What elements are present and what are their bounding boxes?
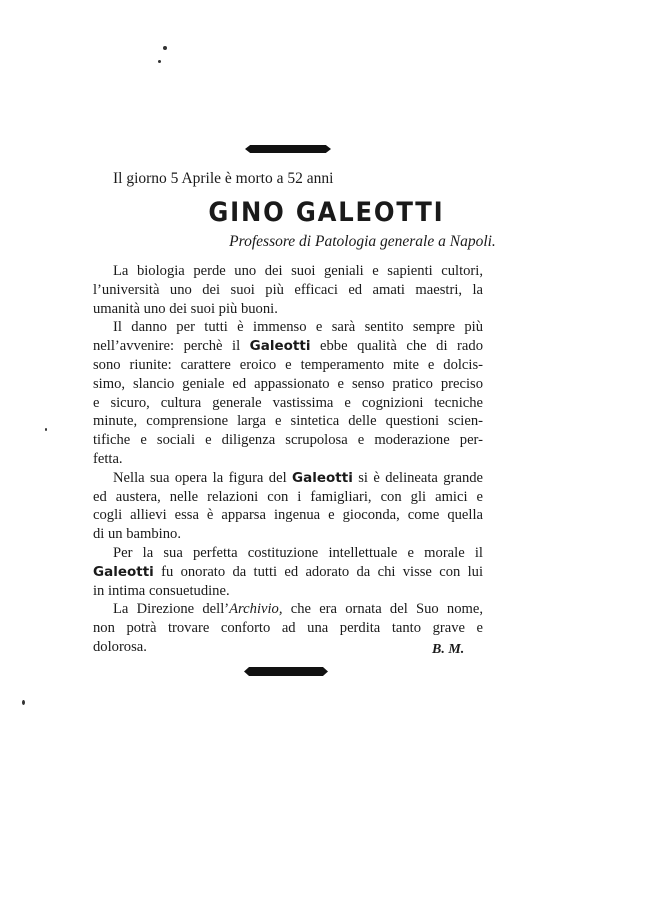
text-line — [113, 600, 483, 619]
deceased-name: GINO GALEOTTI — [208, 197, 445, 228]
ink-speck — [22, 700, 25, 705]
text-fragment: fu onorato da tutti ed adorato da chi visse con lui — [161, 563, 483, 580]
surname-bold: Galeotti — [249, 338, 311, 355]
text-line: minute, comprensione larga e sintetica delle questioni scien- — [93, 413, 483, 430]
obituary-body — [93, 262, 484, 657]
text-fragment: si è delineata grande — [358, 469, 484, 486]
ink-speck — [163, 46, 167, 50]
text-line: sono riunite: carattere eroico e temperamento mite e dolcis- — [93, 356, 483, 373]
text-line: cogli allievi essa è apparsa ingenua e gioconda, come quella — [93, 507, 483, 524]
journal-name-italic: Archivio, — [229, 601, 283, 618]
text-line: non potrà trovare conforto ad una perdita tanto grave e — [93, 620, 483, 637]
professional-title: Professore di Patologia generale a Napoli. — [229, 233, 496, 250]
text-line: La biologia perde uno dei suoi geniali e sapienti cultori, — [113, 263, 483, 279]
text-line: l’università uno dei suoi più efficaci ed amati maestri, la — [93, 281, 483, 298]
text-line: in intima consuetudine. — [93, 582, 230, 599]
text-fragment: La Direzione dell’ — [113, 601, 230, 618]
text-line: e sicuro, cultura generale vastissima e cognizioni tecniche — [93, 394, 483, 411]
text-line: Il danno per tutti è immenso e sarà sentito sempre più — [113, 319, 483, 336]
text-line — [93, 563, 483, 582]
text-line: umanità uno dei suoi più buoni. — [93, 300, 278, 317]
ink-speck — [45, 428, 47, 431]
text-line: ed austera, nelle relazioni con i famigliari, con gli amici e — [93, 488, 483, 505]
text-fragment: che era ornata del Suo nome, — [290, 601, 483, 618]
text-line: di un bambino. — [93, 526, 181, 543]
bottom-divider-rule — [244, 667, 328, 676]
surname-bold: Galeotti — [93, 563, 154, 580]
text-line: Per la sua perfetta costituzione intellettuale e morale il — [113, 544, 483, 561]
text-line: fetta. — [93, 450, 123, 467]
announcement-line: Il giorno 5 Aprile è morto a 52 anni — [113, 170, 334, 187]
ink-speck — [158, 60, 161, 63]
text-line: simo, slancio geniale ed appassionato e senso pratico preciso — [93, 375, 483, 392]
text-line — [93, 337, 483, 356]
text-fragment: Nella sua opera la figura del — [113, 469, 287, 486]
text-fragment: ebbe qualità che di rado — [320, 338, 483, 355]
text-line: tifiche e sociali e diligenza scrupolosa e moderazione per- — [93, 432, 483, 449]
top-divider-rule — [245, 145, 331, 153]
text-line — [113, 469, 483, 488]
text-line: dolorosa. — [93, 638, 147, 655]
surname-bold: Galeotti — [292, 469, 353, 486]
author-initials: B. M. — [432, 642, 465, 657]
text-fragment: nell’avvenire: perchè il — [93, 338, 241, 355]
